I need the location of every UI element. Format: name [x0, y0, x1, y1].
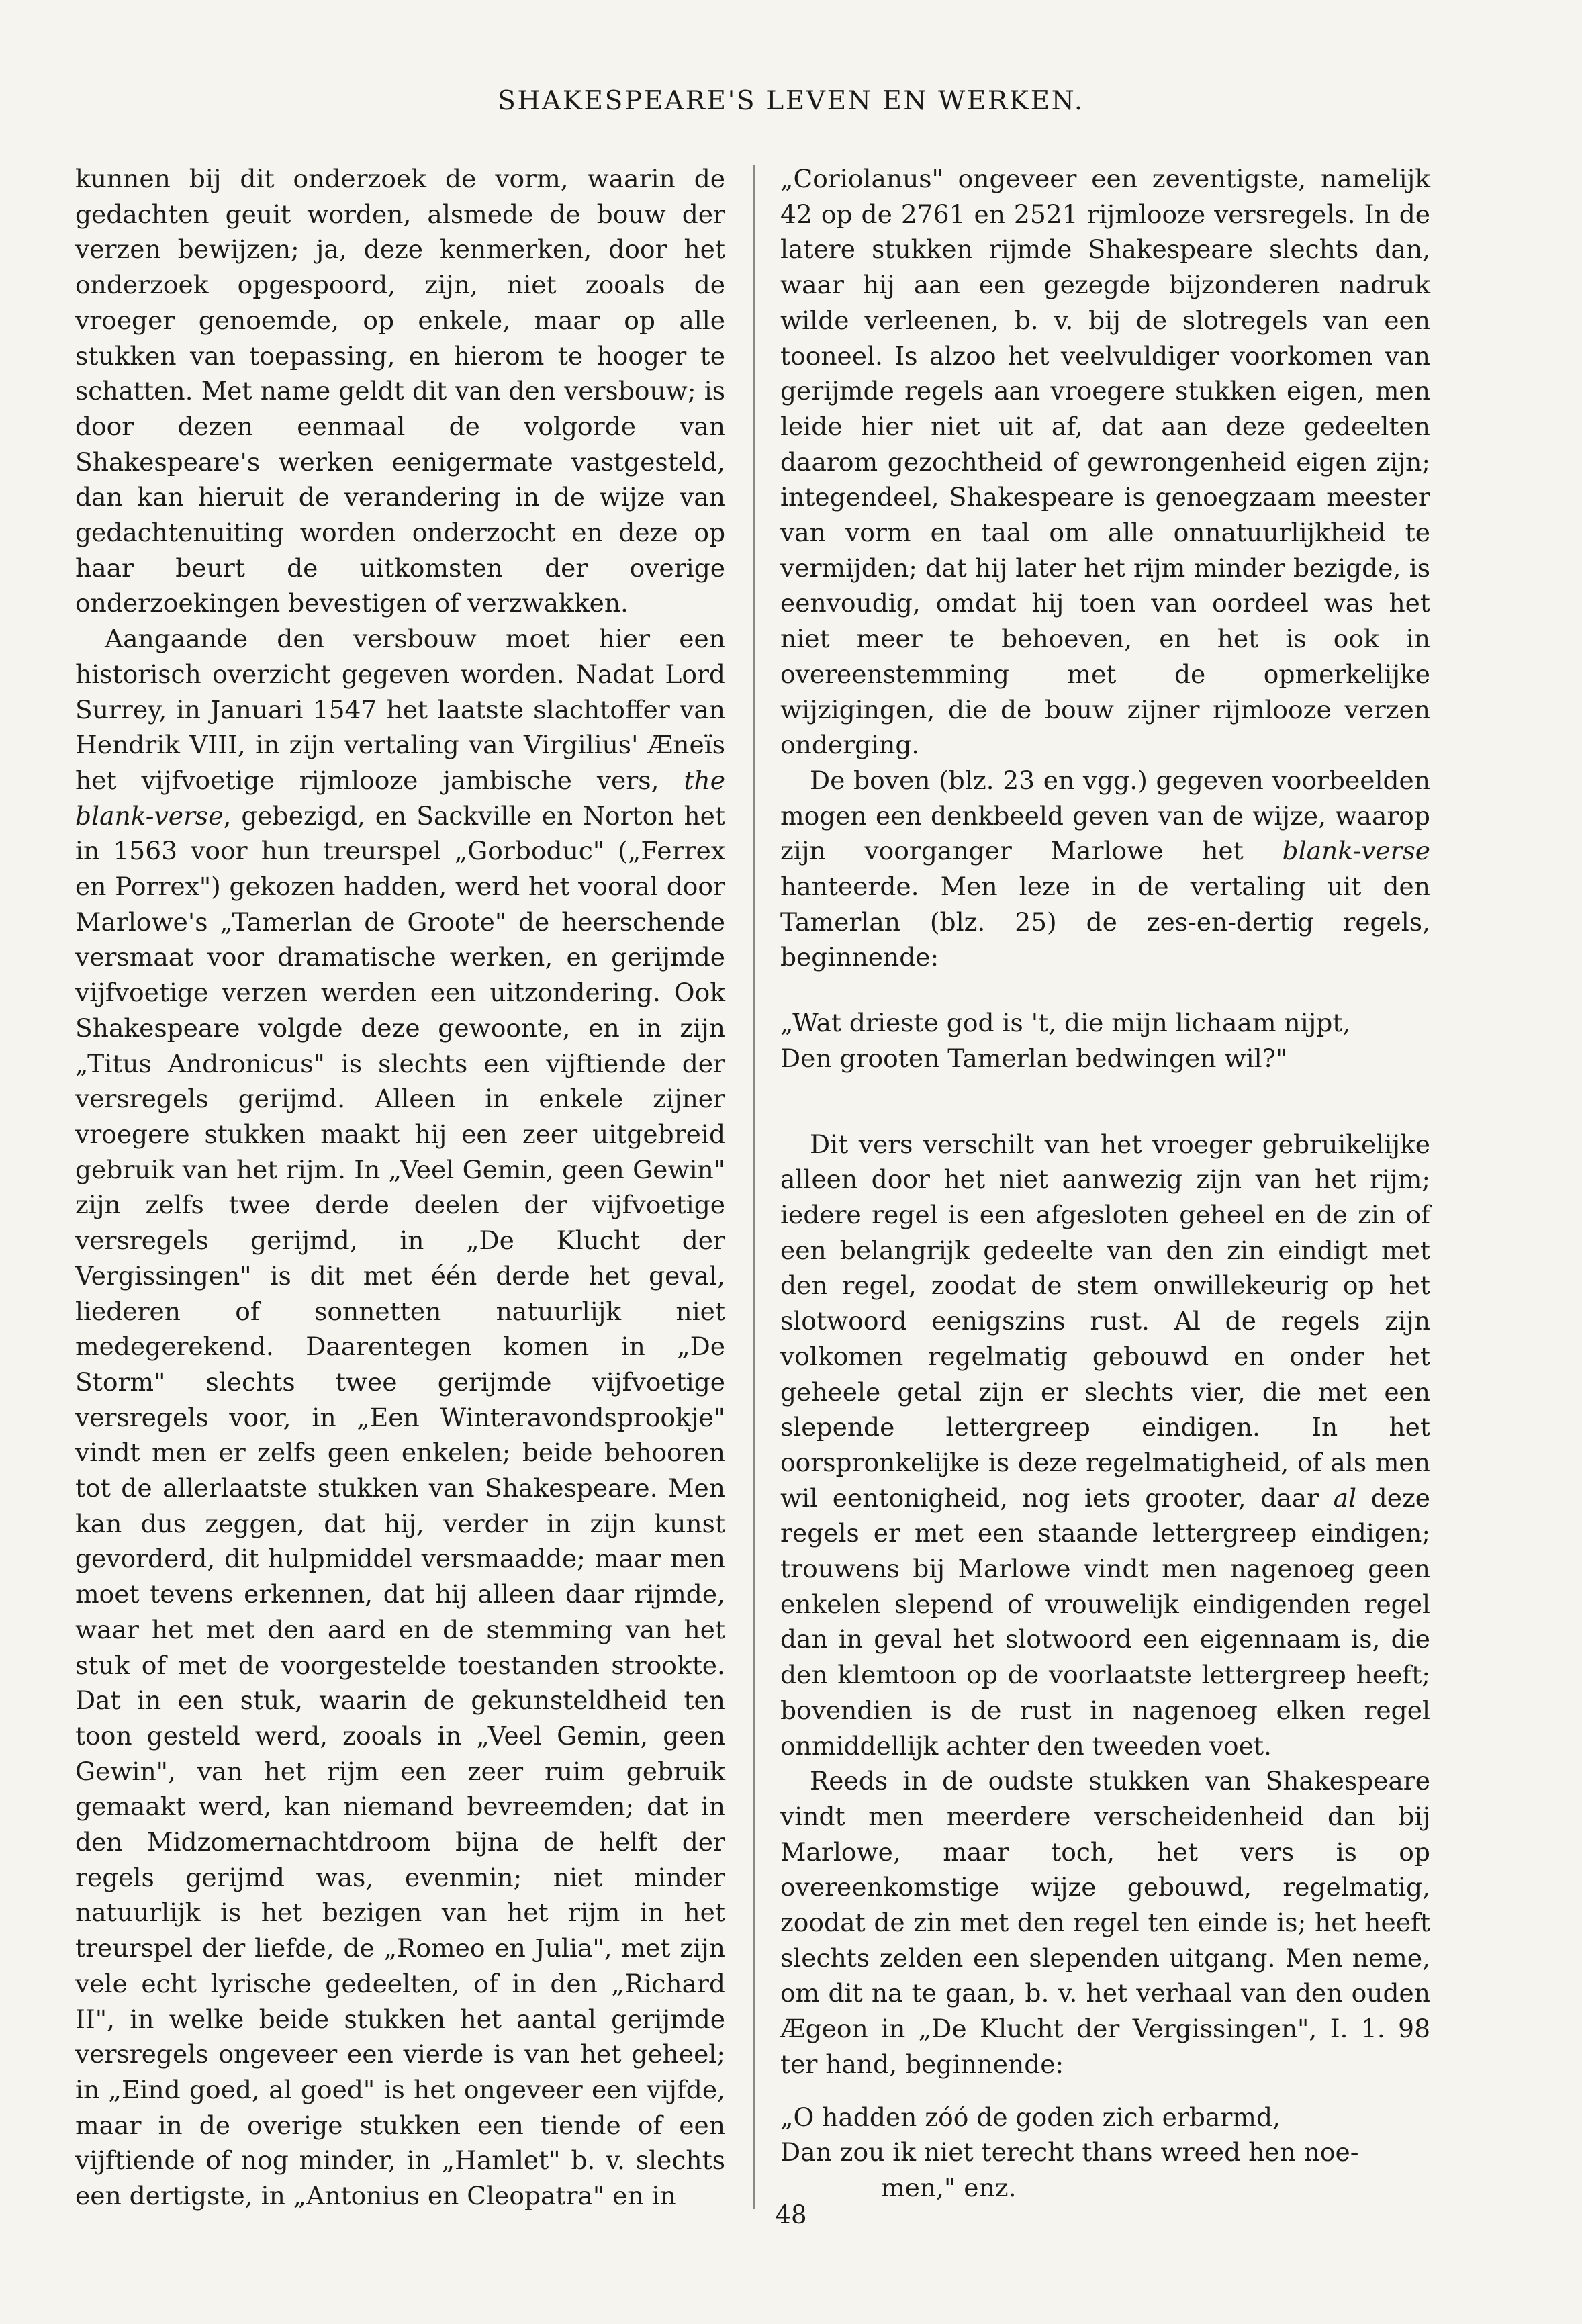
italic-term: the blank-verse — [75, 765, 725, 831]
paragraph: Reeds in de oudste stukken van Shakespeare vindt men meerdere verscheidenheid dan bij Marlowe, maar toch, het vers is op overeenkomstige wijze gebouwd, regelmatig, zoodat de zin met den regel ten einde is; het heeft slechts zelden een slependen uitgang. Men neme, om dit na te gaan, b. v. het verhaal van den ouden Ægeon in „De Klucht der Vergissingen", I. 1. 98 ter hand, beginnende: — [780, 1766, 1430, 2079]
page-number: 48 — [775, 2200, 807, 2229]
verse-line: Den grooten Tamerlan bedwingen wil?" — [780, 1043, 1288, 1073]
paragraph — [780, 763, 1430, 975]
text-run: hanteerde. Men leze in de vertaling uit den Tamerlan (blz. 25) de zes-en-dertig regels, beginnende: — [780, 872, 1430, 972]
text-run: deze regels er met een staande lettergreep eindigen; trouwens bij Marlowe vindt men nagenoeg geen enkelen slepend of vrouwelijk eindigenden regel dan in geval het slotwoord een eigennaam is, die den klemtoon op de voorlaatste lettergreep heeft; bovendien is de rust in nagenoeg elken regel onmiddellijk achter den tweeden voet. — [780, 1483, 1431, 1761]
text-run: Aangaande den versbouw moet hier een historisch overzicht gegeven worden. Nadat Lord Surrey, in Januari 1547 het laatste slachtoffer van Hendrik VIII, in zijn vertaling van Virgilius' Æneïs het vijfvoetige rijmlooze jambische vers, — [75, 624, 725, 795]
running-head: SHAKESPEARE'S LEVEN EN WERKEN. — [498, 86, 1084, 116]
paragraph — [75, 621, 725, 2214]
text-run: De boven (blz. 23 en vgg.) gegeven voorbeelden mogen een denkbeeld geven van de wijze, waarop zijn voorganger Marlowe het — [780, 765, 1430, 866]
text-run: Dit vers verschilt van het vroeger gebruikelijke alleen door het niet aanwezig zijn van het rijm; iedere regel is een afgesloten geheel en de zin of een belangrijk gedeelte van den zin eindigt met den regel, zoodat de stem onwillekeurig op het slotwoord eenigszins rust. Al de regels zijn volkomen regelmatig gebouwd en onder het geheele getal zijn er slechts vier, die met een slepende lettergreep eindigen. In het oorspronkelijke is deze regelmatigheid, of als men wil eentonigheid, nog iets grooter, daar — [780, 1129, 1430, 1513]
left-column — [75, 161, 725, 2214]
verse-quote — [780, 2100, 1430, 2206]
verse-line: „O hadden zóó de goden zich erbarmd, — [780, 2102, 1281, 2132]
verse-line: „Wat drieste god is 't, die mijn lichaam nijpt, — [780, 1008, 1351, 1038]
right-column — [780, 161, 1430, 2206]
verse-quote — [780, 1005, 1430, 1076]
column-rule — [753, 165, 755, 2209]
verse-line-continuation: men," enz. — [881, 2172, 1017, 2202]
italic-term: al — [1333, 1483, 1357, 1513]
text-run: , gebezigd, en Sackville en Norton het in 1563 voor hun treurspel „Gorboduc" („Ferrex en Porrex") gekozen hadden, werd het vooral door Marlowe's „Tamerlan de Groote" de heerschende versmaat voor dramatische werken, en gerijmde vijfvoetige verzen werden een uitzondering. Ook Shakespeare volgde deze gewoonte, en in zijn „Titus Andronicus" is slechts een vijftiende der versregels gerijmd. Alleen in enkele zijner vroegere stukken maakt hij een zeer uitgebreid gebruik van het rijm. In „Veel Gemin, geen Gewin" zijn zelfs twee derde deelen der vijfvoetige versregels gerijmd, in „De Klucht der Vergissingen" is dit met één derde het geval, liederen of sonnetten natuurlijk niet medegerekend. Daarentegen komen in „De Storm" slechts twee gerijmde vijfvoetige versregels voor, in „Een Winteravondsprookje" vindt men er zelfs geen enkelen; beide behooren tot de allerlaatste stukken van Shakespeare. Men kan dus zeggen, dat hij, verder in zijn kunst gevorderd, dit hulpmiddel versmaadde; maar men moet tevens erkennen, dat hij alleen daar rijmde, waar het met den aard en de stemming van het stuk of met de voorgestelde toestanden strookte. Dat in een stuk, waarin de gekunsteldheid ten toon gesteld werd, zooals in „Veel Gemin, geen Gewin", van het rijm een zeer ruim gebruik gemaakt werd, kan niemand bevreemden; dat in den Midzomernachtdroom bijna de helft der regels gerijmd was, evenmin; niet minder natuurlijk is het bezigen van het rijm in het treurspel der liefde, de „Romeo en Julia", met zijn vele echt lyrische gedeelten, of in den „Richard II", in welke beide stukken het aantal gerijmde versregels ongeveer een vierde is van het geheel; in „Eind goed, al goed" is het ongeveer een vijfde, maar in de overige stukken een tiende of een vijftiende of nog minder, in „Hamlet" b. v. slechts een dertigste, in „Antonius en Cleopatra" en in — [75, 800, 725, 2211]
italic-term: blank-verse — [1282, 836, 1430, 866]
paragraph: „Coriolanus" ongeveer een zeventigste, namelijk 42 op de 2761 en 2521 rijmlooze versregels. In de latere stukken rijmde Shakespeare slechts dan, waar hij aan een gezegde bijzonderen nadruk wilde verleenen, b. v. bij de slotregels van een tooneel. Is alzoo het veelvuldiger voorkomen van gerijmde regels aan vroegere stukken eigen, men leide hier niet uit af, dat aan deze gedeelten daarom gezochtheid of gewrongenheid eigen zijn; integendeel, Shakespeare is genoegzaam meester van vorm en taal om alle onnatuurlijkheid te vermijden; dat hij later het rijm minder bezigde, is eenvoudig, omdat hij toen van oordeel was het niet meer te behoeven, en het is ook in overeenstemming met de opmerkelijke wijzigingen, die de bouw zijner rijmlooze verzen onderging. — [780, 164, 1430, 760]
paragraph — [780, 1127, 1430, 1764]
paragraph: kunnen bij dit onderzoek de vorm, waarin de gedachten geuit worden, alsmede de bouw der verzen bewijzen; ja, deze kenmerken, door het onderzoek opgespoord, zijn, niet zooals de vroeger genoemde, op enkele, maar op alle stukken van toepassing, en hierom te hooger te schatten. Met name geldt dit van den versbouw; is door dezen eenmaal de volgorde van Shakespeare's werken eenigermate vastgesteld, dan kan hieruit de verandering in de wijze van gedachtenuiting worden onderzocht en deze op haar beurt de uitkomsten der overige onderzoekingen bevestigen of verzwakken. — [75, 164, 725, 618]
verse-line: Dan zou ik niet terecht thans wreed hen noe- — [780, 2137, 1359, 2168]
